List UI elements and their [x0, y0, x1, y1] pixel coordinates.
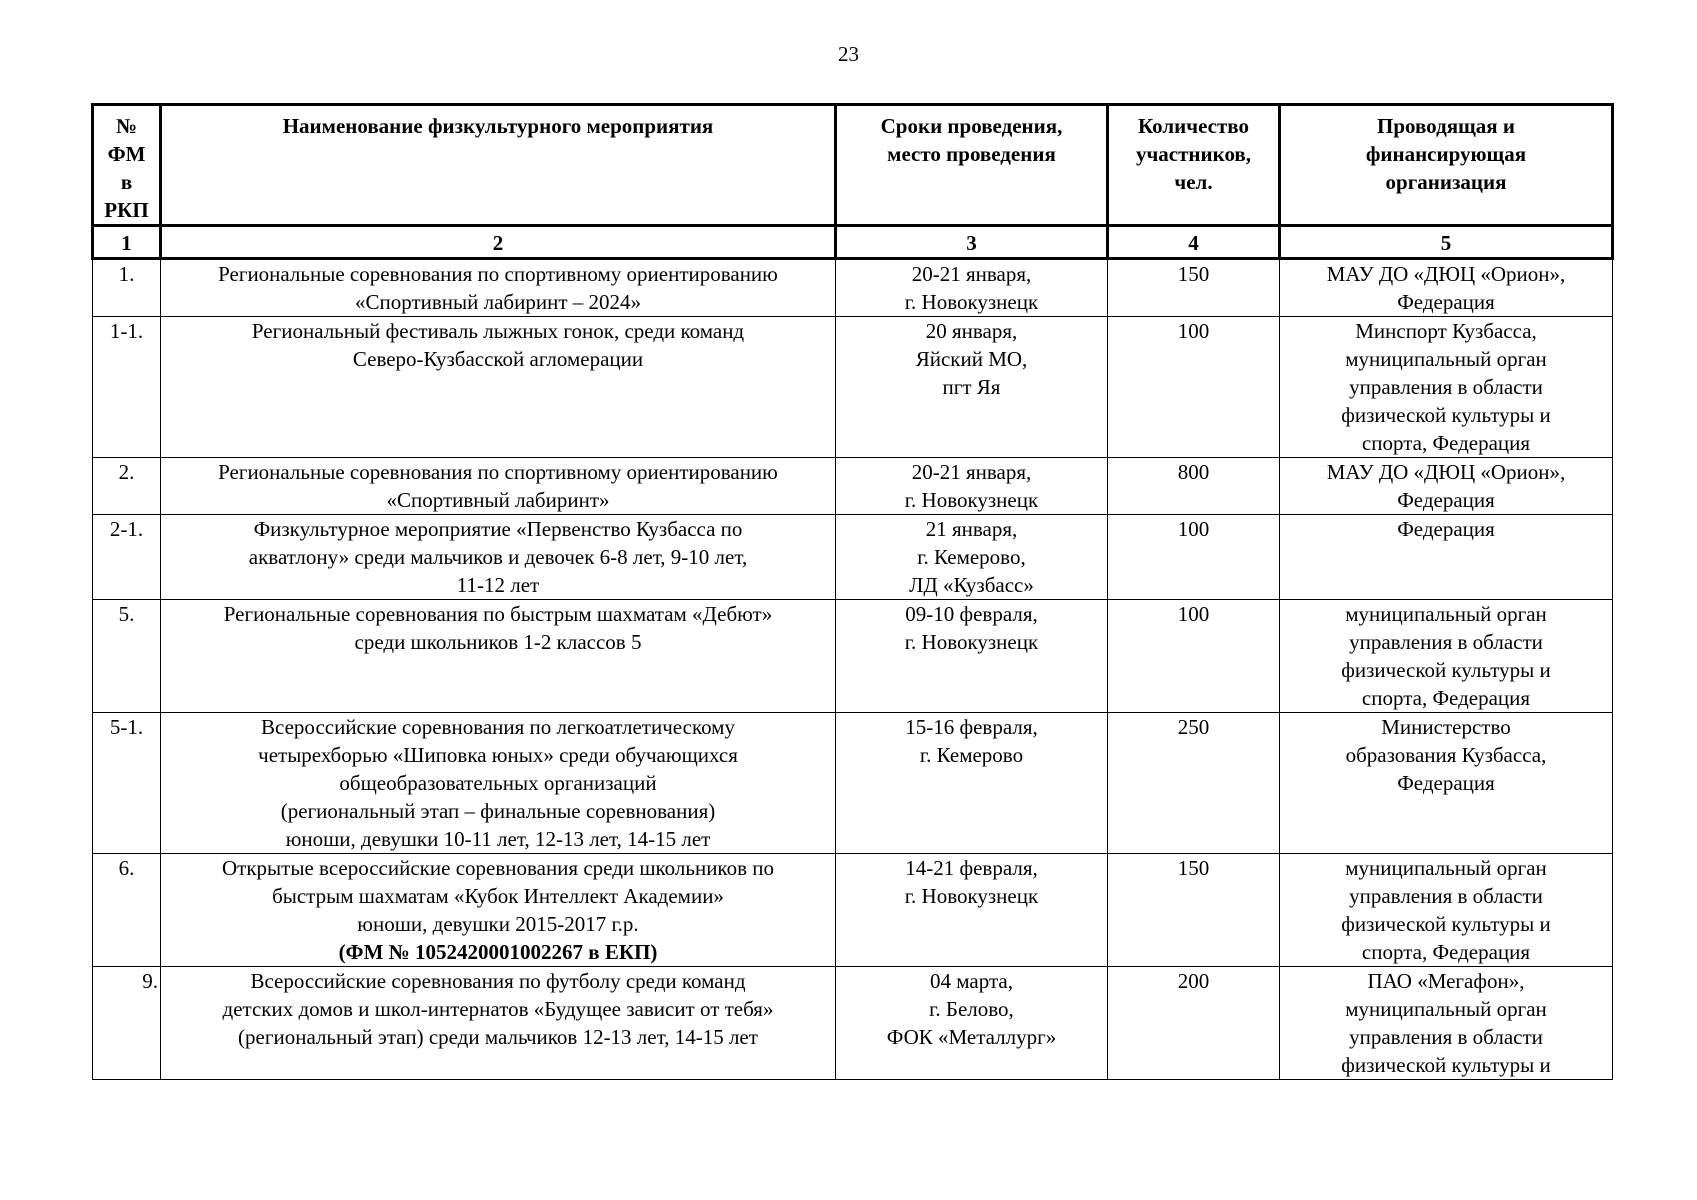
column-number: 1: [93, 226, 161, 259]
column-number: 2: [161, 226, 836, 259]
table-row: [93, 515, 1613, 600]
column-number: 4: [1108, 226, 1280, 259]
organizer: МАУ ДО «ДЮЦ «Орион», Федерация: [1280, 259, 1613, 317]
row-number: 2.: [93, 458, 161, 515]
column-number-row: [93, 226, 1613, 259]
participant-count: 100: [1108, 515, 1280, 600]
event-date-place: 20 января, Яйский МО, пгт Яя: [836, 317, 1108, 458]
ekp-reference: (ФМ № 1052420001002267 в ЕКП): [338, 940, 658, 964]
row-number: 2-1.: [93, 515, 161, 600]
table-row: [93, 854, 1613, 967]
organizer: ПАО «Мегафон», муниципальный орган управления в области физической культуры и: [1280, 967, 1613, 1080]
event-date-place: 15-16 февраля, г. Кемерово: [836, 713, 1108, 854]
header-count: Количество участников, чел.: [1108, 105, 1280, 226]
table-row: [93, 600, 1613, 713]
participant-count: 800: [1108, 458, 1280, 515]
participant-count: 100: [1108, 317, 1280, 458]
participant-count: 150: [1108, 854, 1280, 967]
participant-count: 250: [1108, 713, 1280, 854]
table-row: [93, 259, 1613, 317]
event-date-place: 14-21 февраля, г. Новокузнецк: [836, 854, 1108, 967]
row-number: 1-1.: [93, 317, 161, 458]
header-org: Проводящая и финансирующая организация: [1280, 105, 1613, 226]
participant-count: 100: [1108, 600, 1280, 713]
events-table: [91, 103, 1614, 1080]
event-name: Физкультурное мероприятие «Первенство Кузбасса по акватлону» среди мальчиков и девочек 6-8 лет, 9-10 лет, 11-12 лет: [161, 515, 836, 600]
event-date-place: 04 марта, г. Белово, ФОК «Металлург»: [836, 967, 1108, 1080]
event-date-place: 20-21 января, г. Новокузнецк: [836, 458, 1108, 515]
row-number: 5.: [93, 600, 161, 713]
organizer: Федерация: [1280, 515, 1613, 600]
participant-count: 150: [1108, 259, 1280, 317]
event-name: Региональные соревнования по спортивному ориентированию «Спортивный лабиринт»: [161, 458, 836, 515]
organizer: Министерство образования Кузбасса, Федерация: [1280, 713, 1613, 854]
event-name: Открытые всероссийские соревнования среди школьников по быстрым шахматам «Кубок Интеллект Академии» юноши, девушки 2015-2017 г.р. (ФМ № 1052420001002267 в ЕКП): [161, 854, 836, 967]
header-row: [93, 105, 1613, 226]
table-row: [93, 967, 1613, 1080]
organizer: муниципальный орган управления в области физической культуры и спорта, Федерация: [1280, 854, 1613, 967]
event-name: Всероссийские соревнования по легкоатлетическому четырехборью «Шиповка юных» среди обучающихся общеобразовательных организаций (региональный этап – финальные соревнования) юноши, девушки 10-11 лет, 12-13 лет, 14-15 лет: [161, 713, 836, 854]
row-number: 9.: [93, 967, 161, 1080]
organizer: МАУ ДО «ДЮЦ «Орион», Федерация: [1280, 458, 1613, 515]
row-number: 5-1.: [93, 713, 161, 854]
event-date-place: 21 января, г. Кемерово, ЛД «Кузбасс»: [836, 515, 1108, 600]
event-name: Региональный фестиваль лыжных гонок, среди команд Северо-Кузбасской агломерации: [161, 317, 836, 458]
header-name: Наименование физкультурного мероприятия: [161, 105, 836, 226]
participant-count: 200: [1108, 967, 1280, 1080]
row-number: 1.: [93, 259, 161, 317]
event-name: Региональные соревнования по быстрым шахматам «Дебют» среди школьников 1-2 классов 5: [161, 600, 836, 713]
event-date-place: 20-21 января, г. Новокузнецк: [836, 259, 1108, 317]
event-date-place: 09-10 февраля, г. Новокузнецк: [836, 600, 1108, 713]
event-name: Всероссийские соревнования по футболу среди команд детских домов и школ-интернатов «Будущее зависит от тебя» (региональный этап) среди мальчиков 12-13 лет, 14-15 лет: [161, 967, 836, 1080]
header-num: № ФМ в РКП: [93, 105, 161, 226]
page-number: 23: [838, 42, 859, 66]
header-date: Сроки проведения, место проведения: [836, 105, 1108, 226]
table-row: [93, 317, 1613, 458]
column-number: 5: [1280, 226, 1613, 259]
organizer: муниципальный орган управления в области физической культуры и спорта, Федерация: [1280, 600, 1613, 713]
row-number: 6.: [93, 854, 161, 967]
organizer: Минспорт Кузбасса, муниципальный орган управления в области физической культуры и спорта, Федерация: [1280, 317, 1613, 458]
table-row: [93, 713, 1613, 854]
column-number: 3: [836, 226, 1108, 259]
event-name: Региональные соревнования по спортивному ориентированию «Спортивный лабиринт – 2024»: [161, 259, 836, 317]
table-row: [93, 458, 1613, 515]
